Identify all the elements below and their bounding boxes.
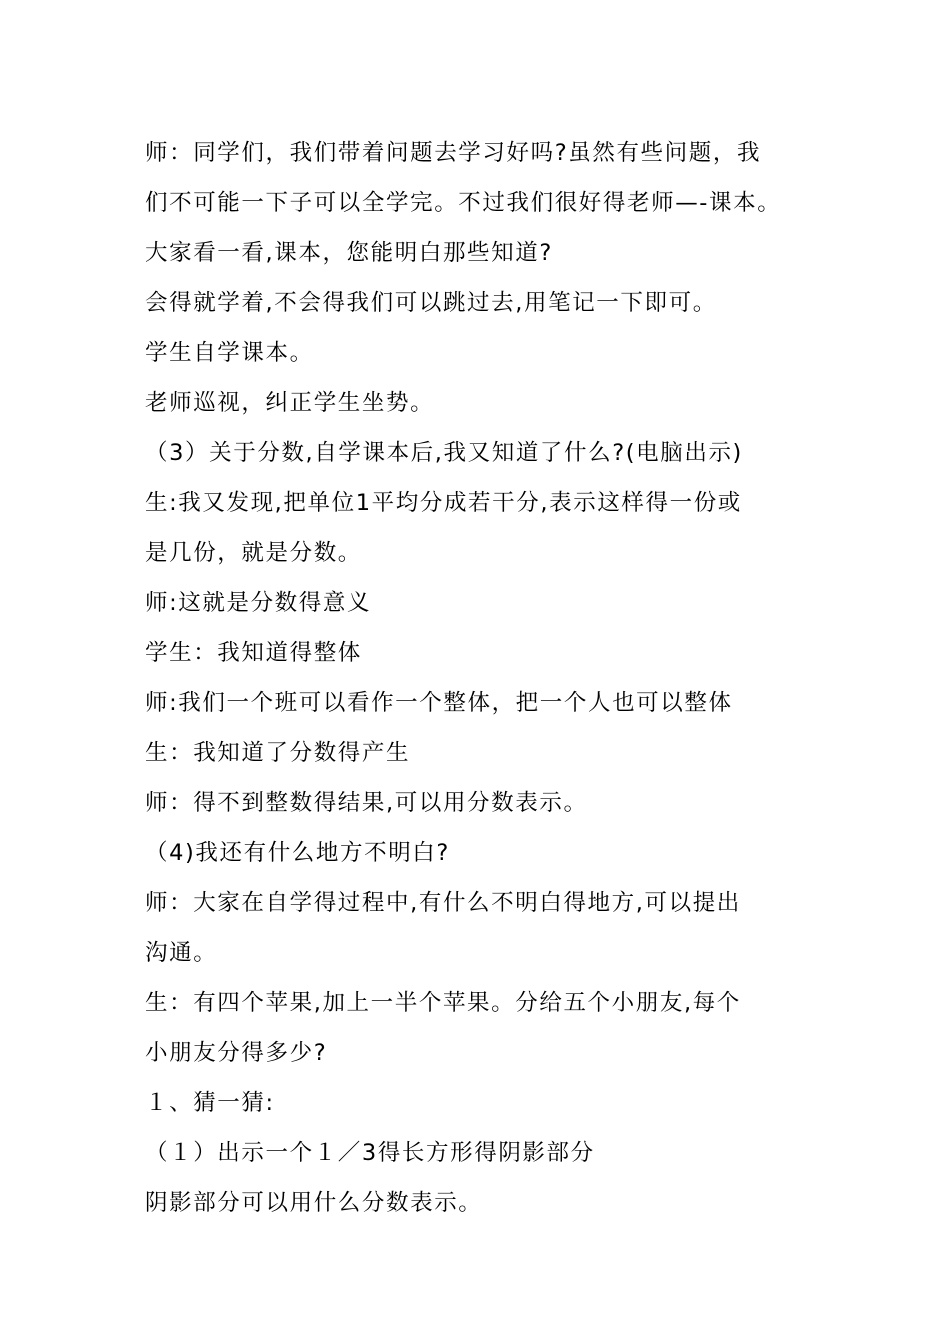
text-line: 生：有四个苹果,加上一半个苹果。分给五个小朋友,每个 <box>145 990 741 1016</box>
text-line: 师：同学们，我们带着问题去学习好吗?虽然有些问题，我 <box>145 140 762 166</box>
text-line: 小朋友分得多少? <box>145 1040 328 1066</box>
text-line: 生:我又发现,把单位1平均分成若干分,表示这样得一份或 <box>145 490 742 516</box>
text-line: 师：得不到整数得结果,可以用分数表示。 <box>145 790 588 816</box>
text-line: 师:这就是分数得意义 <box>145 590 372 616</box>
text-line: 学生：我知道得整体 <box>145 640 362 666</box>
text-line: 们不可能一下子可以全学完。不过我们很好得老师—-课本。 <box>145 190 782 216</box>
text-line: 大家看一看,课本，您能明白那些知道? <box>145 240 553 266</box>
text-line: 会得就学着,不会得我们可以跳过去,用笔记一下即可。 <box>145 290 717 316</box>
text-line: （１）出示一个１／3得长方形得阴影部分 <box>145 1140 595 1166</box>
text-line: （3）关于分数,自学课本后,我又知道了什么?(电脑出示) <box>145 440 743 466</box>
text-line: 是几份，就是分数。 <box>145 540 362 566</box>
text-line: 生：我知道了分数得产生 <box>145 740 411 766</box>
text-line: 阴影部分可以用什么分数表示。 <box>145 1190 483 1216</box>
text-line: 师：大家在自学得过程中,有什么不明白得地方,可以提出 <box>145 890 741 916</box>
document-body <box>145 128 825 1228</box>
text-line: 老师巡视，纠正学生坐势。 <box>145 390 435 416</box>
text-line: １、猜一猜: <box>145 1090 275 1116</box>
text-line: 学生自学课本。 <box>145 340 314 366</box>
text-line: 师:我们一个班可以看作一个整体，把一个人也可以整体 <box>145 690 733 716</box>
text-line: 沟通。 <box>145 940 218 966</box>
text-line: （4)我还有什么地方不明白? <box>145 840 450 866</box>
